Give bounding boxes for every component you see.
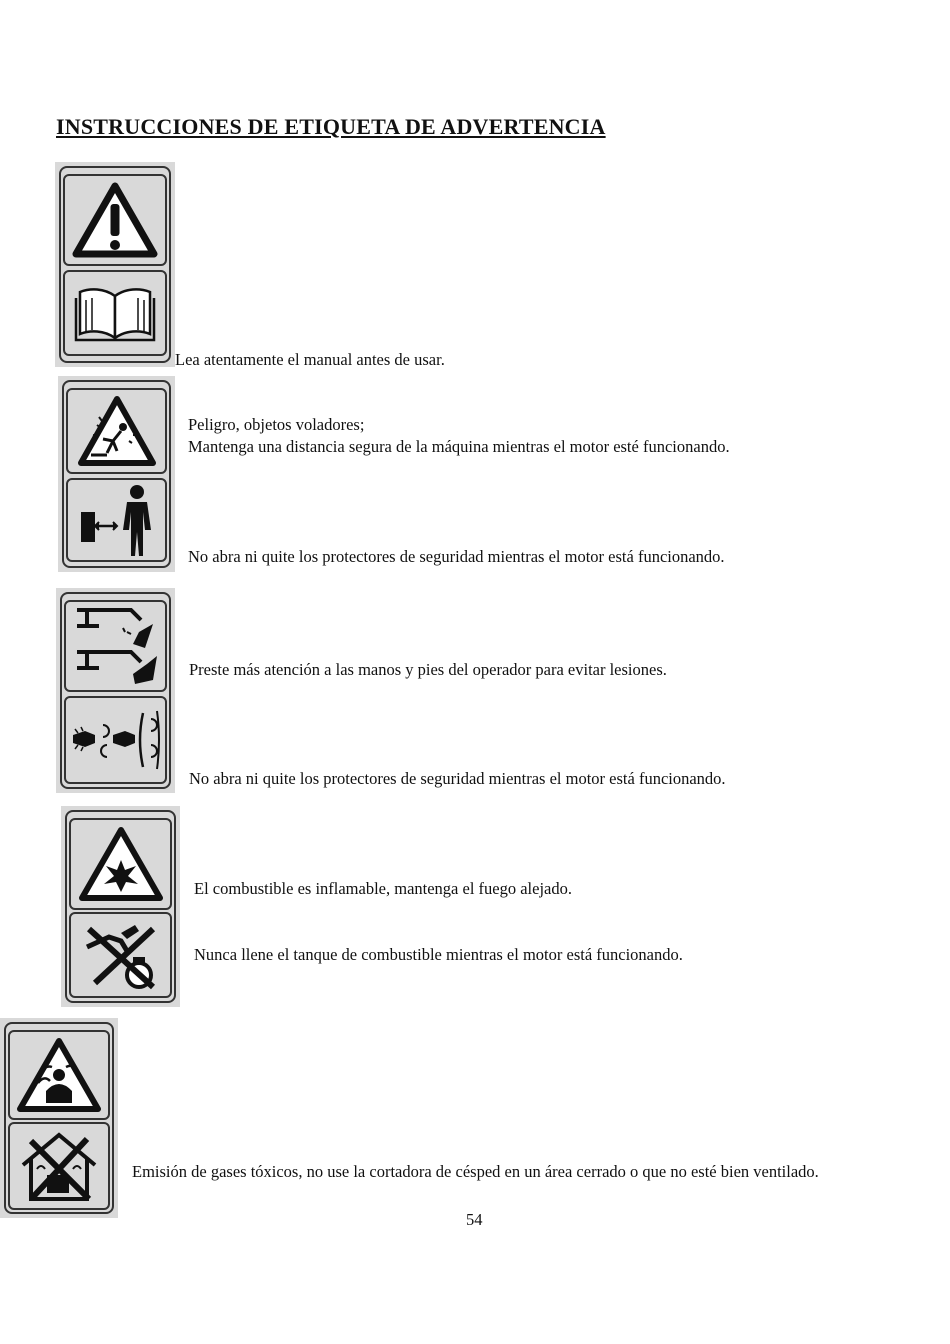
label-text: No abra ni quite los protectores de seguridad mientras el motor está funcionando. — [189, 769, 726, 788]
label-text: Nunca llene el tanque de combustible mientras el motor está funcionando. — [194, 945, 683, 964]
label-text: No abra ni quite los protectores de seguridad mientras el motor está funcionando. — [188, 547, 725, 566]
rotating-blade-hand-icon — [71, 705, 161, 775]
warning-label-fuel — [61, 806, 180, 1007]
warning-label-toxic-fumes — [0, 1018, 118, 1218]
safe-distance-icon — [77, 482, 157, 558]
warning-label-hands-feet — [56, 588, 175, 793]
label-text: Mantenga una distancia segura de la máquina mientras el motor esté funcionando. — [188, 437, 730, 456]
page-number: 54 — [466, 1210, 483, 1229]
toxic-fumes-icon — [16, 1037, 102, 1113]
page-title: INSTRUCCIONES DE ETIQUETA DE ADVERTENCIA — [56, 114, 606, 139]
warning-triangle-icon — [72, 182, 158, 258]
flying-objects-icon — [77, 395, 157, 467]
no-enclosed-area-icon — [17, 1127, 101, 1205]
hand-foot-injury-icon — [73, 604, 159, 688]
label-text: Emisión de gases tóxicos, no use la cortadora de césped en un área cerrado o que no esté bien ventilado. — [132, 1162, 819, 1181]
warning-label-flying-objects — [58, 376, 175, 572]
read-manual-icon — [74, 282, 156, 344]
warning-label-read-manual — [55, 162, 175, 367]
no-refuel-running-icon — [81, 917, 161, 993]
label-text: Lea atentamente el manual antes de usar. — [175, 350, 445, 369]
fire-hazard-icon — [78, 826, 164, 902]
label-text: Peligro, objetos voladores; — [188, 415, 365, 434]
label-text: El combustible es inflamable, mantenga el fuego alejado. — [194, 879, 572, 898]
label-text: Preste más atención a las manos y pies del operador para evitar lesiones. — [189, 660, 667, 679]
